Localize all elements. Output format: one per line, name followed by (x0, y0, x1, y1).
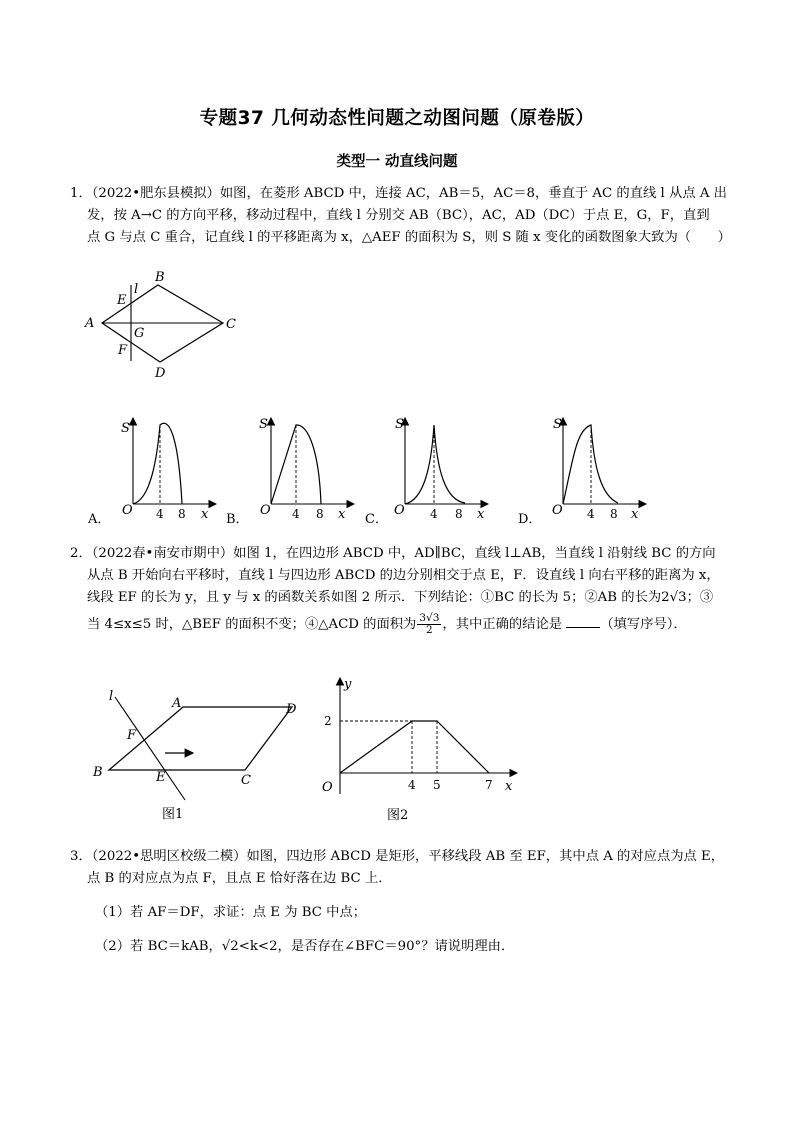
x-tick-7: 7 (485, 778, 493, 792)
label-a: A (85, 316, 95, 331)
y-label: y (344, 677, 352, 692)
q2-line-4-end: （填写序号）． (600, 617, 687, 632)
x-tick-5: 5 (433, 778, 441, 792)
curve (405, 425, 465, 504)
x-label: x (338, 507, 346, 522)
label-b: B (93, 765, 103, 780)
q1-option-b-graph (226, 410, 361, 530)
label-c: C (241, 773, 251, 788)
quadrilateral-abcd (109, 707, 292, 770)
q1-line-3: 点 G 与点 C 重合，记直线 l 的平移距离为 x，△AEF 的面积为 S，则 S 随 x 变化的函数图象大致为（ ） (87, 230, 731, 245)
label-c: C (226, 317, 236, 332)
q1-rhombus-figure (80, 265, 250, 385)
fraction-numerator: 3√3 (419, 612, 440, 624)
x-label: x (477, 507, 485, 522)
q3-part-2 (95, 938, 514, 956)
label-d: D (155, 366, 166, 381)
origin-label: O (552, 503, 563, 518)
option-b-label: B． (226, 512, 249, 527)
q2-line-1: 2．（2022春•南安市期中）如图 1，在四边形 ABCD 中，AD∥BC，直线 l⊥AB，当直线 l 沿射线 BC 的方向 (70, 546, 716, 561)
q1-option-c-graph (365, 410, 500, 530)
label-g: G (134, 326, 145, 341)
answer-blank[interactable] (566, 615, 600, 628)
label-l: l (109, 689, 114, 704)
y-label: S (121, 421, 130, 436)
q2-ab-length: 2√3；③ (661, 590, 714, 605)
tick-8: 8 (610, 507, 618, 521)
page-title: 专题37 几何动态性问题之动图问题（原卷版） (199, 108, 595, 129)
tick-8: 8 (178, 507, 186, 521)
tick-4: 4 (156, 507, 164, 521)
y-label: S (259, 417, 268, 432)
q2-line-3-text: 线段 EF 的长为 y，且 y 与 x 的函数关系如图 2 所示．下列结论：①BC 的长为 5；②AB 的长为 (87, 590, 662, 605)
tick-4: 4 (587, 507, 595, 521)
q2-area-fraction (417, 613, 441, 636)
q2-line-3 (87, 589, 713, 607)
y-label: S (553, 417, 562, 432)
q2-figure-2 (315, 672, 530, 827)
q1-line-2: 发，按 A→C 的方向平移，移动过程中，直线 l 分别交 AB（BC），AC，AD（DC）于点 E，G，F，直到 (87, 208, 710, 223)
q3-part-2-text: （2）若 BC＝kAB， (95, 939, 222, 954)
curve (133, 423, 182, 504)
origin-label: O (260, 503, 271, 518)
x-label: x (201, 507, 209, 522)
q2-figure-1 (85, 680, 315, 825)
q1-line-1: 1．（2022•肥东县模拟）如图，在菱形 ABCD 中，连接 AC，AB＝5，AC＝8，垂直于 AC 的直线 l 从点 A 出 (70, 186, 727, 201)
label-b: B (155, 270, 165, 285)
tick-4: 4 (430, 507, 438, 521)
figure-1-caption: 图1 (162, 807, 184, 822)
option-d-label: D． (518, 512, 542, 527)
figure-2-caption: 图2 (387, 808, 409, 823)
label-e: E (117, 293, 127, 308)
label-f: F (118, 343, 128, 358)
q1-option-d-graph (518, 410, 653, 530)
section-subtitle: 类型一 动直线问题 (336, 154, 458, 170)
q3-line-1: 3．（2022•思明区校级二模）如图，四边形 ABCD 是矩形，平移线段 AB 至 EF，其中点 A 的对应点为点 E， (70, 849, 725, 864)
q2-line-4-text: 当 4≤x≤5 时，△BEF 的面积不变；④△ACD 的面积为 (87, 617, 417, 632)
function-graph (340, 721, 489, 773)
label-f: F (127, 728, 137, 743)
origin-label: O (122, 503, 133, 518)
y-label: S (395, 417, 404, 432)
x-label: x (631, 507, 639, 522)
option-a-label: A． (88, 512, 111, 527)
q3-part-2-condition: √2<k<2，是否存在∠BFC＝90°？请说明理由． (221, 939, 515, 954)
q3-part-1: （1）若 AF＝DF，求证：点 E 为 BC 中点； (95, 905, 367, 920)
label-d: D (286, 702, 297, 717)
curve (563, 425, 618, 504)
q3-line-2: 点 B 的对应点为点 F，且点 E 恰好落在边 BC 上． (87, 871, 392, 886)
tick-4: 4 (292, 507, 300, 521)
q2-line-4-middle: ，其中正确的结论是 (442, 617, 563, 632)
tick-8: 8 (455, 507, 463, 521)
label-a: A (172, 696, 182, 711)
q2-line-2: 从点 B 开始向右平移时，直线 l 与四边形 ABCD 的边分别相交于点 E，F．设直线 l 向右平移的距离为 x， (87, 568, 720, 583)
y-tick-2: 2 (324, 714, 332, 728)
q2-line-4 (87, 613, 687, 636)
origin-label: O (322, 780, 333, 795)
fraction-denominator: 2 (426, 624, 433, 636)
x-label: x (505, 779, 513, 794)
origin-label: O (394, 503, 405, 518)
label-l: l (134, 282, 139, 297)
q1-option-a-graph (88, 410, 223, 530)
tick-8: 8 (316, 507, 324, 521)
line-l (115, 697, 185, 800)
label-e: E (156, 770, 166, 785)
option-c-label: C． (365, 512, 388, 527)
x-tick-4: 4 (408, 778, 416, 792)
